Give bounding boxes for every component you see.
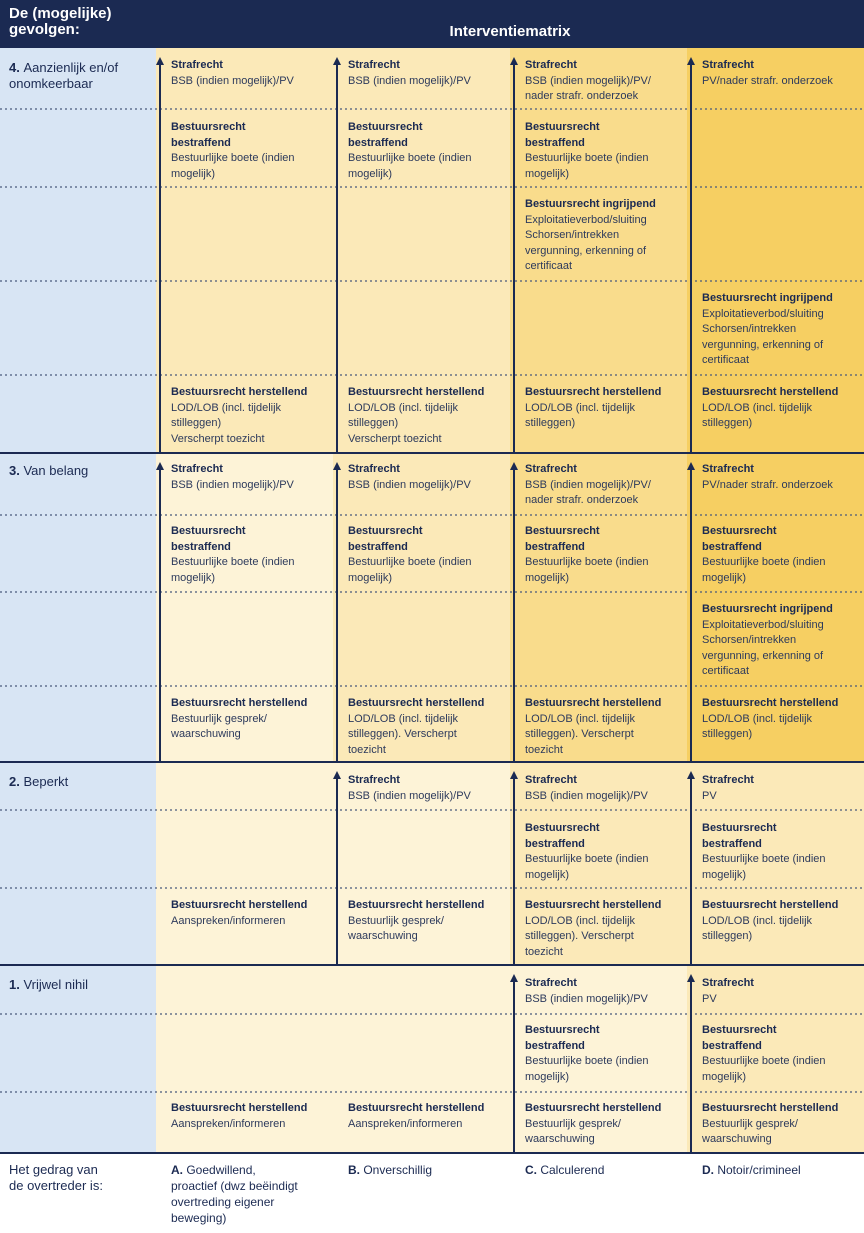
intervention-type: Bestuursrecht bestraffend: [525, 121, 600, 149]
intervention-measure: BSB (indien mogelijk)/PV: [525, 789, 648, 802]
intervention-type: Bestuursrecht herstellend: [702, 386, 839, 398]
behavior-column-c: [525, 1162, 684, 1178]
intervention-type: Strafrecht: [171, 59, 223, 71]
intervention-cell: [348, 385, 507, 447]
intervention-type: Bestuursrecht bestraffend: [348, 121, 423, 149]
severity-level-label: Beperkt: [23, 774, 69, 789]
intervention-measure: Bestuurlijke boete (indien mogelijk): [702, 853, 826, 881]
intervention-cell: [525, 58, 684, 105]
intervention-cell: [525, 462, 684, 509]
intervention-measure: BSB (indien mogelijk)/PV: [348, 789, 471, 802]
intervention-measure: Bestuurlijk gesprek/ waarschuwing: [525, 1117, 621, 1145]
intervention-measure: Aanspreken/informeren: [171, 1117, 286, 1130]
severity-level-4: [9, 60, 154, 92]
behavior-description: Goedwillend, proactief (dwz beëindigt overtreding eigener beweging): [171, 1163, 298, 1225]
intervention-measure: Exploitatieverbod/sluiting Schorsen/intrekken vergunning, erkenning of certificaat: [702, 307, 824, 366]
intervention-cell: [525, 120, 684, 182]
intervention-cell: [702, 385, 861, 432]
intervention-measure: Bestuurlijke boete (indien mogelijk): [702, 1055, 826, 1083]
intervention-type: Bestuursrecht bestraffend: [171, 121, 246, 149]
behavior-letter: D.: [702, 1163, 718, 1177]
escalation-arrow-icon: [687, 771, 695, 779]
intervention-cell: [702, 898, 861, 945]
intervention-cell: [702, 524, 861, 586]
intervention-cell: [348, 898, 507, 945]
intervention-cell: [525, 821, 684, 883]
intervention-type: Bestuursrecht herstellend: [525, 899, 662, 911]
intervention-measure: Bestuurlijke boete (indien mogelijk): [525, 1055, 649, 1083]
intervention-measure: BSB (indien mogelijk)/PV/ nader strafr. onderzoek: [525, 74, 651, 102]
intervention-type: Strafrecht: [171, 463, 223, 475]
intervention-cell: [171, 1101, 330, 1132]
intervention-type: Bestuursrecht bestraffend: [525, 525, 600, 553]
severity-level-number: 3.: [9, 463, 24, 478]
intervention-measure: Aanspreken/informeren: [171, 914, 286, 927]
behavior-description: Notoir/crimineel: [717, 1163, 801, 1177]
behavior-description: Onverschillig: [363, 1163, 433, 1177]
severity-level-number: 2.: [9, 774, 24, 789]
intervention-measure: Bestuurlijke boete (indien mogelijk): [171, 152, 295, 180]
intervention-type: Bestuursrecht herstellend: [525, 1102, 662, 1114]
intervention-type: Strafrecht: [702, 977, 754, 989]
intervention-measure: LOD/LOB (incl. tijdelijk stilleggen). Verscherpt toezicht: [525, 914, 636, 958]
intervention-measure: Bestuurlijk gesprek/ waarschuwing: [171, 712, 267, 740]
intervention-cell: [171, 58, 330, 89]
intervention-cell: [702, 821, 861, 883]
intervention-type: Bestuursrecht bestraffend: [702, 822, 777, 850]
severity-level-number: 1.: [9, 977, 24, 992]
intervention-cell: [702, 602, 861, 680]
intervention-type: Bestuursrecht herstellend: [702, 697, 839, 709]
intervention-cell: [525, 976, 684, 1007]
intervention-cell: [171, 898, 330, 929]
intervention-cell: [525, 898, 684, 960]
severity-level-3: [9, 463, 154, 479]
intervention-measure: LOD/LOB (incl. tijdelijk stilleggen): [702, 712, 813, 740]
severity-level-number: 4.: [9, 60, 24, 75]
intervention-type: Bestuursrecht herstellend: [525, 697, 662, 709]
intervention-cell: [171, 120, 330, 182]
intervention-type: Bestuursrecht bestraffend: [171, 525, 246, 553]
intervention-measure: LOD/LOB (incl. tijdelijk stilleggen): [702, 401, 813, 429]
intervention-type: Strafrecht: [525, 463, 577, 475]
intervention-cell: [525, 1101, 684, 1148]
intervention-measure: LOD/LOB (incl. tijdelijk stilleggen): [702, 914, 813, 942]
intervention-measure: Aanspreken/informeren: [348, 1117, 463, 1130]
behavior-letter: B.: [348, 1163, 364, 1177]
intervention-cell: [348, 58, 507, 89]
intervention-type: Bestuursrecht herstellend: [171, 899, 308, 911]
intervention-measure: BSB (indien mogelijk)/PV: [348, 74, 471, 87]
intervention-cell: [348, 462, 507, 493]
intervention-measure: Exploitatieverbod/sluiting Schorsen/intrekken vergunning, erkenning of certificaat: [702, 618, 824, 677]
intervention-cell: [348, 1101, 507, 1132]
behavior-description: Calculerend: [540, 1163, 605, 1177]
behavior-letter: C.: [525, 1163, 541, 1177]
intervention-measure: PV: [702, 789, 717, 802]
intervention-type: Bestuursrecht bestraffend: [525, 822, 600, 850]
intervention-cell: [171, 696, 330, 743]
intervention-cell: [525, 1023, 684, 1085]
header-left-label: De (mogelijke) gevolgen:: [9, 5, 112, 38]
intervention-measure: PV/nader strafr. onderzoek: [702, 478, 833, 491]
severity-level-1: [9, 977, 154, 993]
intervention-measure: LOD/LOB (incl. tijdelijk stilleggen) Verscherpt toezicht: [171, 401, 282, 445]
intervention-measure: Bestuurlijke boete (indien mogelijk): [525, 152, 649, 180]
intervention-type: Bestuursrecht ingrijpend: [702, 292, 833, 304]
intervention-cell: [702, 1101, 861, 1148]
intervention-type: Strafrecht: [702, 463, 754, 475]
intervention-type: Bestuursrecht ingrijpend: [702, 603, 833, 615]
severity-level-label: Vrijwel nihil: [23, 977, 89, 992]
escalation-arrow-icon: [510, 771, 518, 779]
intervention-type: Strafrecht: [348, 463, 400, 475]
severity-level-label: Van belang: [23, 463, 89, 478]
escalation-arrow-icon: [687, 57, 695, 65]
intervention-type: Strafrecht: [525, 977, 577, 989]
intervention-cell: [171, 462, 330, 493]
behavior-letter: A.: [171, 1163, 187, 1177]
intervention-type: Bestuursrecht herstellend: [171, 697, 308, 709]
intervention-measure: Bestuurlijke boete (indien mogelijk): [525, 853, 649, 881]
intervention-cell: [702, 773, 861, 804]
intervention-cell: [702, 462, 861, 493]
intervention-cell: [702, 696, 861, 743]
intervention-measure: Bestuurlijke boete (indien mogelijk): [702, 556, 826, 584]
intervention-type: Bestuursrecht bestraffend: [525, 1024, 600, 1052]
intervention-measure: BSB (indien mogelijk)/PV: [348, 478, 471, 491]
intervention-cell: [171, 524, 330, 586]
intervention-type: Strafrecht: [702, 59, 754, 71]
intervention-cell: [702, 58, 861, 89]
intervention-type: Strafrecht: [348, 774, 400, 786]
intervention-cell: [171, 385, 330, 447]
intervention-measure: LOD/LOB (incl. tijdelijk stilleggen) Verscherpt toezicht: [348, 401, 459, 445]
escalation-arrow-icon: [687, 462, 695, 470]
intervention-cell: [525, 773, 684, 804]
intervention-type: Bestuursrecht herstellend: [702, 899, 839, 911]
intervention-cell: [525, 696, 684, 758]
intervention-type: Bestuursrecht herstellend: [702, 1102, 839, 1114]
intervention-type: Bestuursrecht bestraffend: [702, 1024, 777, 1052]
escalation-arrow-icon: [156, 462, 164, 470]
behavior-column-a: [171, 1162, 330, 1226]
intervention-measure: Bestuurlijk gesprek/ waarschuwing: [702, 1117, 798, 1145]
intervention-cell: [525, 524, 684, 586]
intervention-measure: BSB (indien mogelijk)/PV/ nader strafr. onderzoek: [525, 478, 651, 506]
intervention-cell: [702, 976, 861, 1007]
intervention-type: Strafrecht: [348, 59, 400, 71]
intervention-cell: [525, 385, 684, 432]
intervention-cell: [525, 197, 684, 275]
intervention-type: Bestuursrecht herstellend: [348, 386, 485, 398]
intervention-measure: PV: [702, 992, 717, 1005]
escalation-arrow-icon: [510, 974, 518, 982]
intervention-type: Bestuursrecht herstellend: [348, 899, 485, 911]
severity-level-2: [9, 774, 154, 790]
intervention-type: Bestuursrecht ingrijpend: [525, 198, 656, 210]
intervention-cell: [348, 696, 507, 758]
escalation-arrow-icon: [510, 462, 518, 470]
intervention-type: Bestuursrecht bestraffend: [702, 525, 777, 553]
intervention-measure: Bestuurlijke boete (indien mogelijk): [171, 556, 295, 584]
intervention-type: Bestuursrecht bestraffend: [348, 525, 423, 553]
intervention-measure: Bestuurlijke boete (indien mogelijk): [525, 556, 649, 584]
intervention-measure: Bestuurlijke boete (indien mogelijk): [348, 556, 472, 584]
intervention-measure: BSB (indien mogelijk)/PV: [525, 992, 648, 1005]
severity-level-label: Aanzienlijk en/of onomkeerbaar: [9, 60, 119, 91]
escalation-arrow-icon: [333, 771, 341, 779]
intervention-measure: Bestuurlijk gesprek/ waarschuwing: [348, 914, 444, 942]
intervention-type: Strafrecht: [702, 774, 754, 786]
intervention-type: Strafrecht: [525, 774, 577, 786]
matrix-title: Interventiematrix: [449, 23, 571, 40]
intervention-type: Bestuursrecht herstellend: [171, 386, 308, 398]
intervention-cell: [348, 773, 507, 804]
intervention-type: Bestuursrecht herstellend: [525, 386, 662, 398]
intervention-type: Strafrecht: [525, 59, 577, 71]
intervention-measure: Exploitatieverbod/sluiting Schorsen/intrekken vergunning, erkenning of certificaat: [525, 213, 647, 272]
intervention-cell: [348, 120, 507, 182]
behavior-column-b: [348, 1162, 507, 1178]
intervention-cell: [348, 524, 507, 586]
behavior-label: Het gedrag van de overtreder is:: [9, 1162, 103, 1193]
intervention-type: Bestuursrecht herstellend: [171, 1102, 308, 1114]
escalation-arrow-icon: [687, 974, 695, 982]
intervention-type: Bestuursrecht herstellend: [348, 1102, 485, 1114]
intervention-measure: BSB (indien mogelijk)/PV: [171, 478, 294, 491]
escalation-arrow-icon: [510, 57, 518, 65]
intervention-measure: Bestuurlijke boete (indien mogelijk): [348, 152, 472, 180]
intervention-measure: LOD/LOB (incl. tijdelijk stilleggen). Verscherpt toezicht: [525, 712, 636, 756]
escalation-arrow-icon: [333, 462, 341, 470]
intervention-measure: BSB (indien mogelijk)/PV: [171, 74, 294, 87]
escalation-arrow-icon: [333, 57, 341, 65]
intervention-type: Bestuursrecht herstellend: [348, 697, 485, 709]
escalation-arrow-icon: [156, 57, 164, 65]
intervention-cell: [702, 1023, 861, 1085]
intervention-cell: [702, 291, 861, 369]
intervention-measure: LOD/LOB (incl. tijdelijk stilleggen): [525, 401, 636, 429]
behavior-column-d: [702, 1162, 861, 1178]
intervention-measure: PV/nader strafr. onderzoek: [702, 74, 833, 87]
intervention-measure: LOD/LOB (incl. tijdelijk stilleggen). Verscherpt toezicht: [348, 712, 459, 756]
